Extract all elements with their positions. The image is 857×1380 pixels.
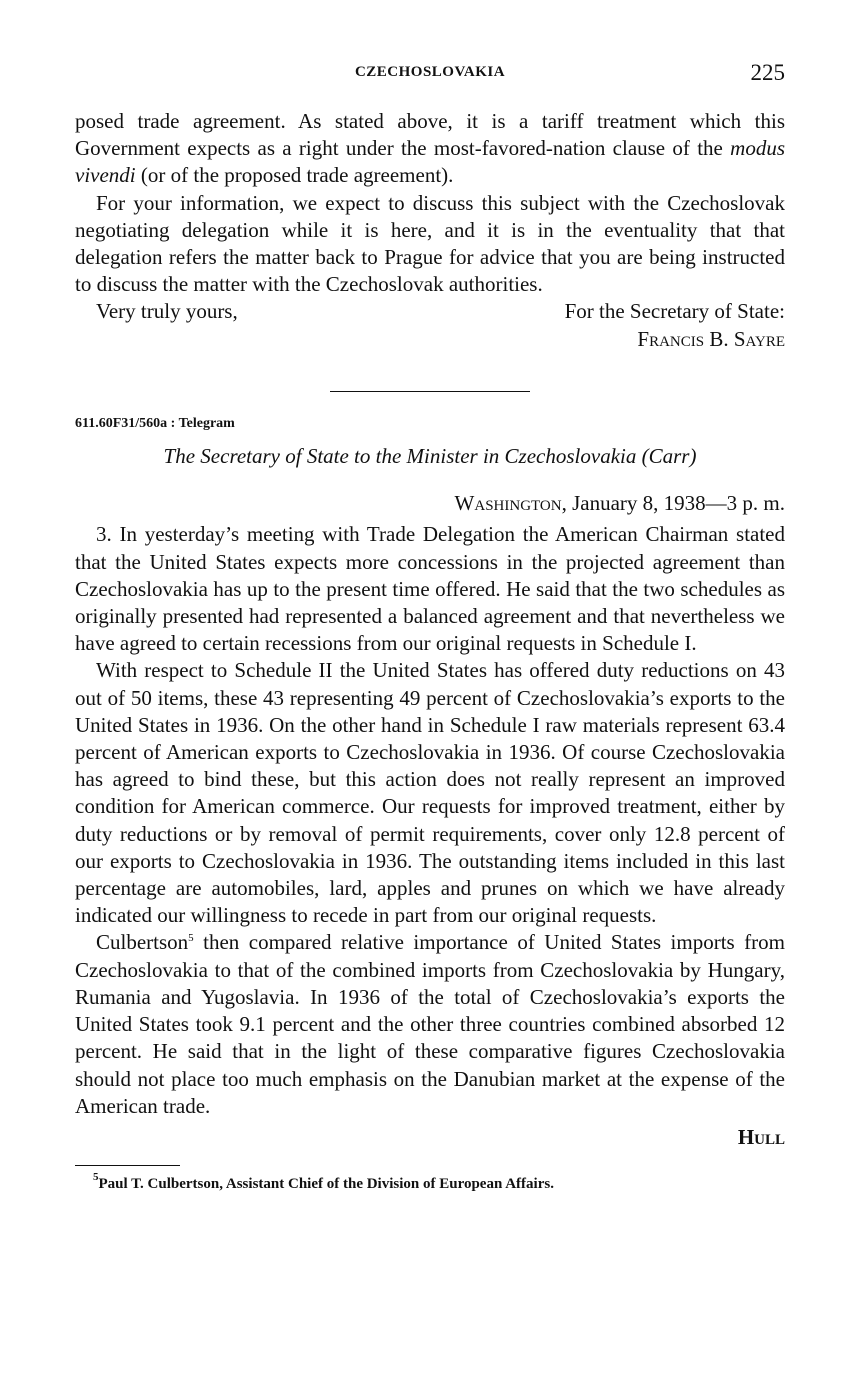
- telegram-paragraph-2: With respect to Schedule II the United States has offered duty reductions on 43 out of 50 items, these 43 representing 49 percent of Czechoslovakia’s exports to the United States in 1936. On the other hand in Schedule I raw materials represent 63.4 percent of American exports to Czechoslovakia in 1936. Of course Czechoslovakia has agreed to bind these, but this action does not really represent an improved condition for American commerce. Our requests for improved treatment, either by duty reductions or by removal of permit requirements, cover only 12.8 percent of our exports to Czechoslovakia in 1936. The outstanding items included in this last percentage are automobiles, lard, apples and prunes on which we have already indicated our willingness to recede in part from our original requests.: [75, 658, 785, 928]
- letter-paragraph-1-end: (or of the proposed trade agreement).: [135, 163, 454, 188]
- signature-line: For the Secretary of State:: [564, 299, 785, 324]
- page-number: 225: [750, 60, 785, 85]
- running-title: CZECHOSLOVAKIA: [354, 64, 506, 80]
- dateline-place: Washington: [454, 491, 562, 516]
- letter-paragraph-1-start: posed trade agreement. As stated above, it is a tariff treatment which this Government expects as a right under the most-favored-nation clause of the: [75, 109, 785, 161]
- letter-paragraph-2: For your information, we expect to discuss this subject with the Czechoslovak negotiating delegation while it is here, and it is in the eventuality that that delegation refers the matter back to Prague for advice that you are being instructed to discuss the matter with the Czechoslovak authorities.: [75, 190, 785, 297]
- dateline: [75, 490, 785, 517]
- complimentary-close: Very truly yours,: [96, 299, 238, 324]
- page-header: [75, 60, 785, 90]
- letter-paragraph-1: [75, 108, 785, 190]
- signature-name: Francis B. Sayre: [637, 326, 785, 351]
- footnote-text: Paul T. Culbertson, Assistant Chief of the Division of European Affairs.: [98, 1176, 554, 1193]
- section-divider: [330, 391, 530, 392]
- dateline-date: , January 8, 1938—3 p. m.: [561, 491, 785, 516]
- telegram-paragraph-1: 3. In yesterday’s meeting with Trade Delegation the American Chairman stated that the United States expects more concessions in the projected agreement than Czechoslovakia has up to the present time offered. He said that the two schedules as originally presented had represented a balanced agreement and that nevertheless we have agreed to certain recessions from our original requests in Schedule I.: [75, 522, 785, 656]
- footnote-reference: 5: [188, 932, 194, 945]
- telegram-paragraph-3-rest: then compared relative importance of United States imports from Czechoslovakia to that of the combined imports from Czechoslovakia by Hungary, Rumania and Yugoslavia. In 1936 of the total of Czechoslovakia’s exports the United States took 9.1 percent and the other three countries combined absorbed 12 percent. He said that in the light of these comparative figures Czechoslovakia should not place too much emphasis on the Danubian market at the expense of the American trade.: [75, 930, 785, 1118]
- file-reference: 611.60F31/560a : Telegram: [75, 415, 235, 431]
- culbertson-name: Culbertson: [96, 930, 189, 955]
- telegram-paragraph-3: [75, 929, 785, 1119]
- footnote-rule: [75, 1165, 180, 1166]
- page-body: [75, 108, 785, 1194]
- footnote: [75, 1171, 785, 1194]
- document-title: The Secretary of State to the Minister in Czechoslovakia (Carr): [163, 444, 697, 469]
- telegram-signature: Hull: [737, 1124, 785, 1149]
- footnote-mark: 5: [93, 1171, 99, 1184]
- letter-closing: [75, 298, 785, 325]
- modus-vivendi-italic: modus vivendi: [75, 136, 785, 188]
